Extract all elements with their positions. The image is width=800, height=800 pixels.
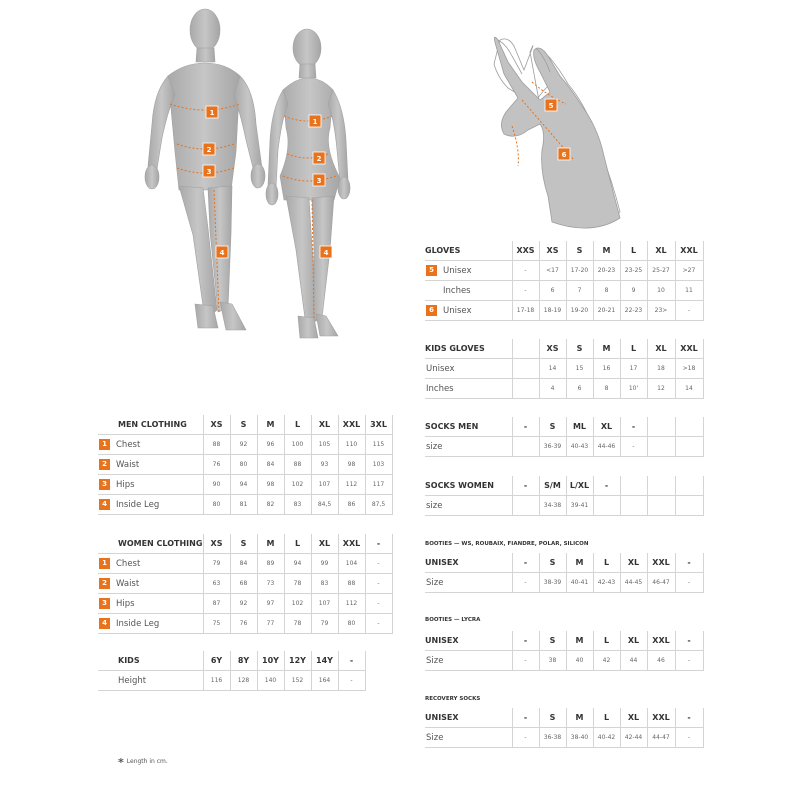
size-header: XXL (338, 534, 365, 554)
table-row (98, 554, 392, 574)
size-header: S (566, 339, 593, 359)
cell: 83 (311, 574, 338, 594)
size-header: - (338, 651, 365, 671)
cell (620, 496, 647, 516)
cell (675, 437, 703, 457)
cell: 116 (203, 671, 230, 691)
cell: 92 (230, 594, 257, 614)
size-header: 3XL (365, 415, 392, 435)
cell: 44-47 (647, 728, 675, 748)
table-row (425, 281, 703, 301)
cell: 86 (338, 495, 365, 515)
size-header: XXL (338, 415, 365, 435)
cell: 94 (284, 554, 311, 574)
booties-ws-table (425, 553, 704, 593)
size-header (647, 417, 675, 437)
cell: 112 (338, 475, 365, 495)
cell: 23-25 (620, 261, 647, 281)
marker-badge: 2 (99, 459, 110, 470)
size-header: 12Y (284, 651, 311, 671)
size-header: 6Y (203, 651, 230, 671)
marker-badge: 2 (99, 578, 110, 589)
size-header: XL (647, 241, 675, 261)
gloves-table (425, 241, 704, 321)
cell: 17-18 (512, 301, 539, 321)
cell: 40-41 (566, 573, 593, 593)
size-header: L (593, 553, 620, 573)
row-label: Waist (116, 460, 140, 470)
cell: - (365, 614, 392, 634)
cell: 11 (675, 281, 703, 301)
table-title: KIDS (98, 651, 203, 671)
cell: 10' (620, 379, 647, 399)
size-header: S (539, 553, 566, 573)
cell: 44-46 (593, 437, 620, 457)
size-header: M (257, 415, 284, 435)
cell: 40-42 (593, 728, 620, 748)
row-label: size (425, 437, 512, 457)
cell: - (512, 573, 539, 593)
size-header: L (593, 631, 620, 651)
size-header: - (620, 417, 647, 437)
table-row (98, 614, 392, 634)
table-title: UNISEX (425, 553, 512, 573)
cell: 20-21 (593, 301, 620, 321)
table-row (98, 495, 392, 515)
cell: >27 (675, 261, 703, 281)
cell: 78 (284, 614, 311, 634)
socks-women-table (425, 476, 704, 516)
cell: 76 (230, 614, 257, 634)
size-header: XL (647, 339, 675, 359)
cell: 88 (338, 574, 365, 594)
cell: 44 (620, 651, 647, 671)
footnote-text: Length in cm. (126, 758, 168, 765)
cell: 152 (284, 671, 311, 691)
size-header: 10Y (257, 651, 284, 671)
table-row (425, 728, 703, 748)
size-header (620, 476, 647, 496)
cell (647, 437, 675, 457)
table-title: UNISEX (425, 631, 512, 651)
table-title: GLOVES (425, 241, 512, 261)
booties-lycra-subtitle: BOOTIES — LYCRA (425, 617, 481, 623)
footnote-star: * (118, 756, 124, 769)
cell: 44-45 (620, 573, 647, 593)
size-header: XXL (647, 708, 675, 728)
cell: 89 (257, 554, 284, 574)
cell: - (675, 573, 703, 593)
cell: 76 (203, 455, 230, 475)
cell: - (512, 281, 539, 301)
table-row (425, 437, 703, 457)
cell (512, 437, 539, 457)
size-header: XS (203, 534, 230, 554)
marker-badge: 5 (426, 265, 437, 276)
cell: 79 (203, 554, 230, 574)
cell: 38 (539, 651, 566, 671)
cell: 42-43 (593, 573, 620, 593)
cell: 87,5 (365, 495, 392, 515)
size-header: XL (620, 553, 647, 573)
marker-3-female: 3 (316, 177, 322, 185)
cell: 104 (338, 554, 365, 574)
cell: 94 (230, 475, 257, 495)
size-header: XL (620, 631, 647, 651)
cell: - (512, 261, 539, 281)
cell: 82 (257, 495, 284, 515)
size-header: XS (203, 415, 230, 435)
marker-5-hand: 5 (548, 102, 554, 110)
cell: - (675, 728, 703, 748)
cell: 7 (566, 281, 593, 301)
cell: 18 (647, 359, 675, 379)
cell: 84 (230, 554, 257, 574)
cell: 15 (566, 359, 593, 379)
cell: 6 (539, 281, 566, 301)
row-label: Size (425, 728, 512, 748)
row-label: size (425, 496, 512, 516)
cell: 23> (647, 301, 675, 321)
cell: 88 (203, 435, 230, 455)
cell: 79 (311, 614, 338, 634)
marker-2-female: 2 (316, 155, 322, 163)
table-row (425, 359, 703, 379)
size-header: XXL (675, 339, 703, 359)
size-header: - (512, 417, 539, 437)
marker-badge: 1 (99, 558, 110, 569)
cell: 22-23 (620, 301, 647, 321)
cell: 8 (593, 281, 620, 301)
row-label: Hips (116, 599, 135, 609)
row-label: Inside Leg (116, 500, 160, 510)
booties-lycra-table (425, 631, 704, 671)
size-header: S (539, 708, 566, 728)
marker-4-male: 4 (219, 249, 225, 257)
cell: 12 (647, 379, 675, 399)
size-header: XXL (675, 241, 703, 261)
size-header: L (620, 241, 647, 261)
cell: 80 (203, 495, 230, 515)
cell (675, 496, 703, 516)
cell: 4 (539, 379, 566, 399)
size-header: XXL (647, 553, 675, 573)
table-row (425, 379, 703, 399)
cell: 16 (593, 359, 620, 379)
size-header: XL (311, 534, 338, 554)
cell: 81 (230, 495, 257, 515)
cell: - (365, 574, 392, 594)
marker-1-female: 1 (312, 118, 318, 126)
table-row (98, 574, 392, 594)
cell: 14 (539, 359, 566, 379)
booties-ws-subtitle: BOOTIES — WS, ROUBAIX, FIANDRE, POLAR, SILICON (425, 541, 589, 547)
cell: 42-44 (620, 728, 647, 748)
size-header: L (620, 339, 647, 359)
size-header: - (675, 553, 703, 573)
table-row (98, 475, 392, 495)
cell: 40-43 (566, 437, 593, 457)
cell: 25-27 (647, 261, 675, 281)
marker-badge: 4 (99, 618, 110, 629)
size-header: M (566, 553, 593, 573)
table-row (425, 301, 703, 321)
size-header: S (566, 241, 593, 261)
size-header (647, 476, 675, 496)
row-label: Waist (116, 579, 140, 589)
recovery-socks-table (425, 708, 704, 748)
size-header: - (675, 631, 703, 651)
table-title: SOCKS MEN (425, 417, 512, 437)
cell: 42 (593, 651, 620, 671)
cell: 10 (647, 281, 675, 301)
marker-1-male: 1 (209, 109, 215, 117)
table-row (98, 455, 392, 475)
size-header: M (593, 339, 620, 359)
socks-men-table (425, 417, 704, 457)
size-header: XXS (512, 241, 539, 261)
footnote (118, 756, 168, 769)
size-header: S (539, 631, 566, 651)
size-header: XXL (647, 631, 675, 651)
cell: 90 (203, 475, 230, 495)
cell: 84 (257, 455, 284, 475)
cell: - (675, 651, 703, 671)
cell: 63 (203, 574, 230, 594)
table-row (425, 496, 703, 516)
marker-badge: 3 (99, 479, 110, 490)
size-header: M (257, 534, 284, 554)
cell: 100 (284, 435, 311, 455)
marker-badge: 3 (99, 598, 110, 609)
marker-3-male: 3 (206, 168, 212, 176)
row-label: Unisex (443, 306, 472, 316)
table-title: KIDS GLOVES (425, 339, 512, 359)
row-label: Hips (116, 480, 135, 490)
cell: 83 (284, 495, 311, 515)
cell: 102 (284, 475, 311, 495)
cell: 128 (230, 671, 257, 691)
cell: 84,5 (311, 495, 338, 515)
cell: 78 (284, 574, 311, 594)
recovery-socks-subtitle: RECOVERY SOCKS (425, 696, 481, 702)
size-header (675, 476, 703, 496)
size-header: M (566, 708, 593, 728)
cell (593, 496, 620, 516)
cell: 36-39 (539, 437, 566, 457)
cell: 68 (230, 574, 257, 594)
table-row (425, 651, 703, 671)
cell: - (512, 728, 539, 748)
cell: 39-41 (566, 496, 593, 516)
cell (647, 496, 675, 516)
size-header: - (512, 631, 539, 651)
size-header: - (365, 534, 392, 554)
cell: 14 (675, 379, 703, 399)
kids-gloves-table (425, 339, 704, 399)
cell: <17 (539, 261, 566, 281)
size-header: ML (566, 417, 593, 437)
cell: 98 (338, 455, 365, 475)
cell: 103 (365, 455, 392, 475)
size-header: L (284, 415, 311, 435)
cell: 20-23 (593, 261, 620, 281)
cell: 17-20 (566, 261, 593, 281)
female-figure (266, 29, 350, 338)
cell: 6 (566, 379, 593, 399)
marker-2-male: 2 (206, 146, 212, 154)
table-row (98, 594, 392, 614)
size-header: XS (539, 339, 566, 359)
size-header: M (593, 241, 620, 261)
table-title: WOMEN CLOTHING (98, 534, 203, 554)
size-header: - (593, 476, 620, 496)
marker-4-female: 4 (323, 249, 329, 257)
cell: 18-19 (539, 301, 566, 321)
row-label: Inside Leg (116, 619, 160, 629)
cell: 105 (311, 435, 338, 455)
cell: 107 (311, 475, 338, 495)
cell: - (675, 301, 703, 321)
row-label: Size (425, 651, 512, 671)
row-label: Chest (116, 559, 141, 569)
cell: 112 (338, 594, 365, 614)
cell: 36-38 (539, 728, 566, 748)
women-clothing-table (98, 534, 393, 634)
size-header: L (284, 534, 311, 554)
cell: 34-38 (539, 496, 566, 516)
size-header: XS (539, 241, 566, 261)
cell: 117 (365, 475, 392, 495)
cell: - (338, 671, 365, 691)
size-header: 14Y (311, 651, 338, 671)
size-header: XL (311, 415, 338, 435)
cell: 140 (257, 671, 284, 691)
cell: 46-47 (647, 573, 675, 593)
marker-badge: 6 (426, 305, 437, 316)
cell: 77 (257, 614, 284, 634)
cell: 99 (311, 554, 338, 574)
size-header: - (512, 476, 539, 496)
cell: - (365, 594, 392, 614)
table-title: SOCKS WOMEN (425, 476, 512, 496)
cell: 19-20 (566, 301, 593, 321)
cell: 102 (284, 594, 311, 614)
cell: 98 (257, 475, 284, 495)
row-label: Size (425, 573, 512, 593)
cell: - (620, 437, 647, 457)
cell: - (512, 651, 539, 671)
cell: 110 (338, 435, 365, 455)
cell: >18 (675, 359, 703, 379)
row-label: Inches (425, 379, 512, 399)
size-header: S (230, 415, 257, 435)
cell (512, 496, 539, 516)
hand-illustration (494, 37, 620, 228)
size-header: S (539, 417, 566, 437)
row-label: Unisex (443, 266, 472, 276)
table-row (425, 573, 703, 593)
table-row (98, 671, 392, 691)
cell: 75 (203, 614, 230, 634)
cell: 38-40 (566, 728, 593, 748)
cell: 40 (566, 651, 593, 671)
cell: 164 (311, 671, 338, 691)
table-row (425, 261, 703, 281)
cell: 96 (257, 435, 284, 455)
size-header: XL (620, 708, 647, 728)
kids-table (98, 651, 392, 691)
marker-badge: 4 (99, 499, 110, 510)
cell: 38-39 (539, 573, 566, 593)
table-title: MEN CLOTHING (98, 415, 203, 435)
size-header (675, 417, 703, 437)
size-header: S (230, 534, 257, 554)
cell: 17 (620, 359, 647, 379)
size-header: XL (593, 417, 620, 437)
table-row (98, 435, 392, 455)
cell: 97 (257, 594, 284, 614)
cell: 80 (230, 455, 257, 475)
row-label: Chest (116, 440, 141, 450)
table-title: UNISEX (425, 708, 512, 728)
size-header: - (675, 708, 703, 728)
cell: 46 (647, 651, 675, 671)
size-header: - (512, 553, 539, 573)
cell: 80 (338, 614, 365, 634)
cell: 8 (593, 379, 620, 399)
size-header: L (593, 708, 620, 728)
size-header: L/XL (566, 476, 593, 496)
cell: 87 (203, 594, 230, 614)
size-header: - (512, 708, 539, 728)
cell: 92 (230, 435, 257, 455)
cell: 93 (311, 455, 338, 475)
marker-6-hand: 6 (561, 151, 567, 159)
row-label: Height (98, 671, 203, 691)
cell: 107 (311, 594, 338, 614)
size-header: S/M (539, 476, 566, 496)
marker-badge: 1 (99, 439, 110, 450)
size-header: M (566, 631, 593, 651)
cell: 9 (620, 281, 647, 301)
cell: 88 (284, 455, 311, 475)
men-clothing-table (98, 415, 393, 515)
row-label: Unisex (425, 359, 512, 379)
size-header: 8Y (230, 651, 257, 671)
cell: 115 (365, 435, 392, 455)
cell: - (365, 554, 392, 574)
row-label: Inches (443, 285, 471, 296)
cell: 73 (257, 574, 284, 594)
